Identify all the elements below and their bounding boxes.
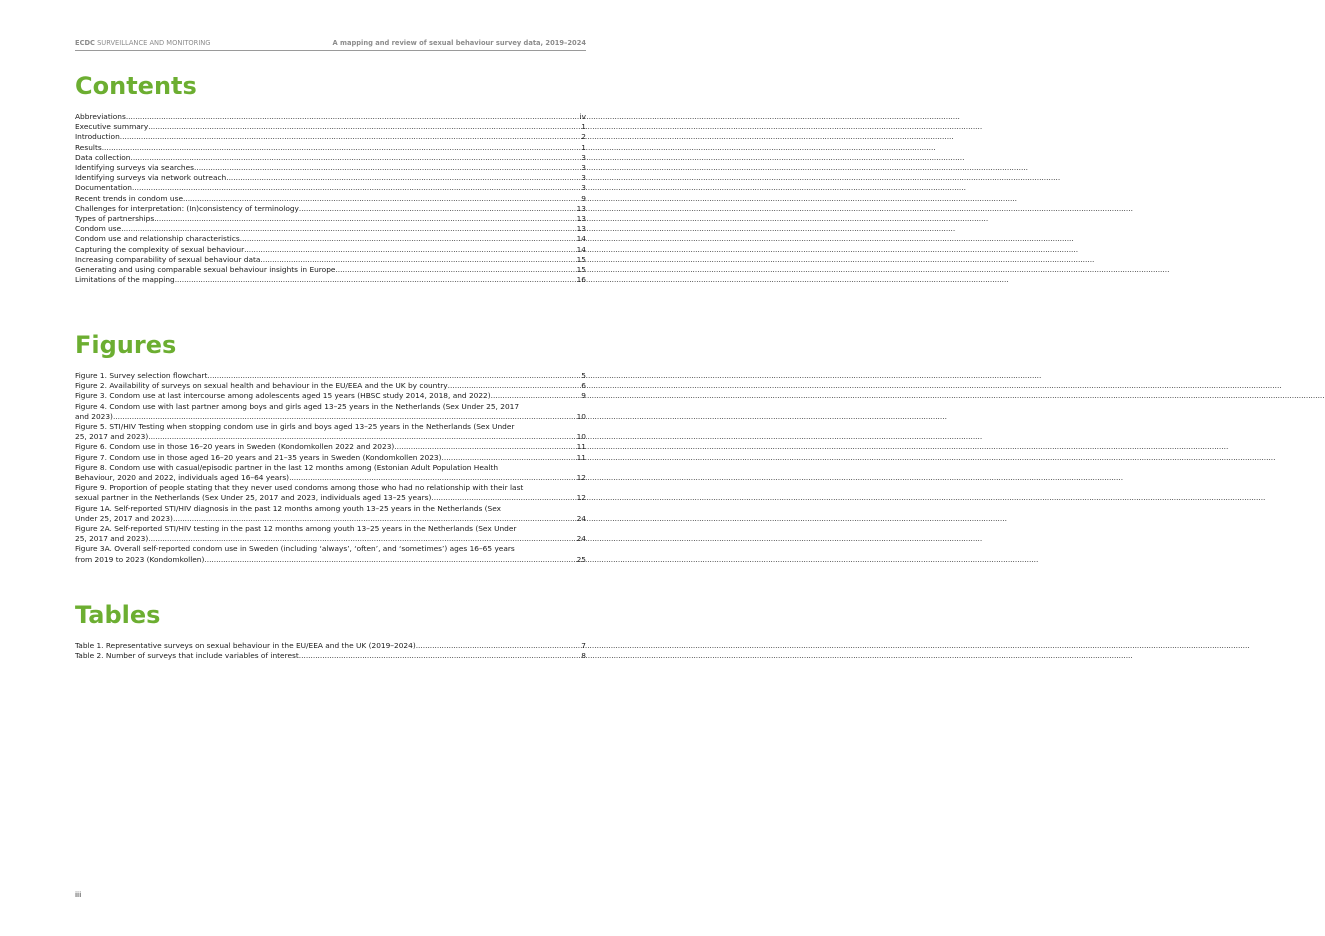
entry-title-line1: Figure 2A. Self-reported STI/HIV testing in the past 12 months among youth 13–25 years in the Netherlands (Sex Under	[75, 524, 517, 534]
entry-page-number: 1	[581, 142, 586, 152]
contents-entry[interactable]	[75, 143, 586, 153]
contents-entry[interactable]	[75, 224, 586, 234]
entry-page-number: 9	[581, 391, 586, 401]
dot-leader	[130, 153, 580, 163]
contents-entry[interactable]	[75, 234, 586, 244]
contents-heading: Contents	[75, 72, 197, 100]
entry-title-line1: Figure 3A. Overall self-reported condom use in Sweden (including ‘always’, ‘often’, and ‘sometimes’) ages 16–65 years	[75, 544, 515, 554]
dot-leader	[148, 432, 575, 442]
contents-entry[interactable]	[75, 183, 586, 193]
entry-page-number: 13	[576, 203, 586, 213]
entry-page-number: 25	[576, 554, 586, 564]
dot-leader	[132, 183, 580, 193]
contents-entry[interactable]	[75, 173, 586, 183]
entry-page-number: 1	[581, 122, 586, 132]
entry-title: from 2019 to 2023 (Kondomkollen)	[75, 554, 205, 564]
entry-title: 25, 2017 and 2023)	[75, 432, 149, 442]
entry-title: Table 2. Number of surveys that include variables of interest	[75, 651, 299, 661]
dot-leader	[126, 112, 579, 122]
entry-title: Limitations of the mapping	[75, 275, 175, 285]
entry-page-number: 13	[576, 214, 586, 224]
figure-entry[interactable]	[75, 422, 586, 442]
figure-entry[interactable]	[75, 371, 586, 381]
entry-title: Results	[75, 142, 102, 152]
contents-entry[interactable]	[75, 163, 586, 173]
entry-page-number: 16	[576, 275, 586, 285]
contents-entry[interactable]	[75, 112, 586, 122]
page-number: iii	[75, 890, 82, 899]
entry-page-number: 12	[576, 473, 586, 483]
entry-page-number: 24	[576, 534, 586, 544]
entry-title: 25, 2017 and 2023)	[75, 534, 149, 544]
entry-title-line1: Figure 9. Proportion of people stating that they never used condoms among those who had no relationship with their last	[75, 483, 524, 493]
contents-entry[interactable]	[75, 275, 586, 285]
contents-entry[interactable]	[75, 194, 586, 204]
dot-leader	[442, 453, 576, 463]
entry-title: and 2023)	[75, 411, 113, 421]
contents-list	[75, 112, 586, 285]
table-entry[interactable]	[75, 651, 586, 661]
entry-title-line2	[75, 493, 586, 503]
contents-entry[interactable]	[75, 255, 586, 265]
header-section: SURVEILLANCE AND MONITORING	[94, 39, 211, 47]
dot-leader	[226, 173, 580, 183]
entry-title: Identifying surveys via network outreach	[75, 173, 227, 183]
entry-page-number: 14	[576, 244, 586, 254]
entry-page-number: 3	[581, 163, 586, 173]
entry-title: Behaviour, 2020 and 2022, individuals aged 16–64 years)	[75, 473, 290, 483]
contents-entry[interactable]	[75, 153, 586, 163]
entry-title: Figure 6. Condom use in those 16–20 years in Sweden (Kondomkollen 2022 and 2023)	[75, 442, 395, 452]
entry-title: Table 1. Representative surveys on sexual behaviour in the EU/EEA and the UK (2019–2024)	[75, 641, 416, 650]
entry-title: Types of partnerships	[75, 214, 155, 224]
figure-entry[interactable]	[75, 381, 586, 391]
entry-page-number: 15	[576, 254, 586, 264]
entry-page-number: 5	[581, 371, 586, 380]
dot-leader	[207, 371, 580, 381]
entry-title: Figure 1. Survey selection flowchart	[75, 371, 208, 380]
dot-leader	[394, 442, 575, 452]
running-header	[75, 39, 586, 51]
tables-list	[75, 641, 586, 661]
entry-title-line1: Figure 1A. Self-reported STI/HIV diagnosis in the past 12 months among youth 13–25 years in the Netherlands (Sex	[75, 503, 502, 513]
entry-title-line1: Figure 4. Condom use with last partner among boys and girls aged 13–25 years in the Netherlands (Sex Under 25, 2017	[75, 401, 520, 411]
document-page	[0, 0, 662, 936]
header-document-title: A mapping and review of sexual behaviour survey data, 2019–2024	[332, 39, 586, 47]
entry-title: Increasing comparability of sexual behaviour data	[75, 254, 261, 264]
dot-leader	[120, 132, 581, 142]
entry-title-line2	[75, 555, 586, 565]
dot-leader	[289, 473, 576, 483]
entry-title-line2	[75, 534, 586, 544]
entry-page-number: iv	[579, 112, 586, 121]
figure-entry[interactable]	[75, 442, 586, 452]
dot-leader	[113, 412, 576, 422]
dot-leader	[148, 122, 580, 132]
entry-page-number: 3	[581, 152, 586, 162]
entry-page-number: 24	[576, 513, 586, 523]
entry-page-number: 10	[576, 432, 586, 442]
entry-title: sexual partner in the Netherlands (Sex Under 25, 2017 and 2023, individuals aged 13–25 years)	[75, 493, 432, 503]
figures-heading: Figures	[75, 331, 177, 359]
entry-title: Data collection	[75, 152, 131, 162]
figure-entry[interactable]	[75, 483, 586, 503]
entry-title: Figure 2. Availability of surveys on sexual health and behaviour in the EU/EEA and the UK by country	[75, 381, 448, 391]
entry-title-line2	[75, 432, 586, 442]
entry-title: Figure 3. Condom use at last intercourse among adolescents aged 15 years (HBSC study 2014, 2018, and 2022)	[75, 391, 491, 401]
figure-entry[interactable]	[75, 391, 586, 401]
entry-page-number: 14	[576, 234, 586, 244]
entry-title: Abbreviations	[75, 112, 126, 121]
dot-leader	[121, 224, 575, 234]
entry-page-number: 3	[581, 173, 586, 183]
dot-leader	[175, 275, 576, 285]
dot-leader	[335, 265, 575, 275]
contents-entry[interactable]	[75, 122, 586, 132]
dot-leader	[416, 641, 581, 651]
entry-page-number: 11	[576, 452, 586, 462]
header-left	[75, 39, 210, 48]
entry-title: Generating and using comparable sexual behaviour insights in Europe	[75, 265, 336, 275]
entry-title: Introduction	[75, 132, 120, 142]
figure-entry[interactable]	[75, 504, 586, 524]
contents-entry[interactable]	[75, 204, 586, 214]
dot-leader	[148, 534, 575, 544]
entry-title: Condom use and relationship characteristics	[75, 234, 240, 244]
entry-page-number: 15	[576, 265, 586, 275]
entry-page-number: 8	[581, 651, 586, 661]
entry-title-line1: Figure 5. STI/HIV Testing when stopping condom use in girls and boys aged 13–25 years in the Netherlands (Sex Under	[75, 422, 515, 432]
figure-entry[interactable]	[75, 544, 586, 564]
entry-title: Condom use	[75, 224, 122, 234]
entry-title: Executive summary	[75, 122, 149, 132]
entry-title-line1: Figure 8. Condom use with casual/episodic partner in the last 12 months among (Estonian Adult Population Health	[75, 462, 499, 472]
figure-entry[interactable]	[75, 453, 586, 463]
entry-title: Under 25, 2017 and 2023)	[75, 513, 173, 523]
dot-leader	[491, 391, 581, 401]
entry-title-line2	[75, 412, 586, 422]
dot-leader	[183, 194, 580, 204]
figure-entry[interactable]	[75, 463, 586, 483]
dot-leader	[102, 143, 581, 153]
entry-title: Challenges for interpretation: (In)consistency of terminology	[75, 203, 299, 213]
entry-page-number: 13	[576, 224, 586, 234]
dot-leader	[431, 493, 575, 503]
dot-leader	[299, 651, 581, 661]
entry-title-line2	[75, 514, 586, 524]
entry-page-number: 3	[581, 183, 586, 193]
dot-leader	[194, 163, 580, 173]
table-entry[interactable]	[75, 641, 586, 651]
entry-title: Identifying surveys via searches	[75, 163, 194, 173]
figure-entry[interactable]	[75, 402, 586, 422]
tables-heading: Tables	[75, 601, 161, 629]
entry-page-number: 2	[581, 132, 586, 142]
figures-list	[75, 371, 586, 565]
dot-leader	[173, 514, 576, 524]
entry-page-number: 6	[581, 381, 586, 391]
entry-title: Capturing the complexity of sexual behaviour	[75, 244, 245, 254]
entry-title: Figure 7. Condom use in those aged 16–20 years and 21–35 years in Sweden (Kondomkollen 2023)	[75, 452, 442, 462]
contents-entry[interactable]	[75, 265, 586, 275]
entry-page-number: 12	[576, 493, 586, 503]
contents-entry[interactable]	[75, 132, 586, 142]
entry-page-number: 7	[581, 641, 586, 650]
figure-entry[interactable]	[75, 524, 586, 544]
entry-page-number: 11	[576, 442, 586, 452]
dot-leader	[154, 214, 575, 224]
entry-title: Recent trends in condom use	[75, 193, 183, 203]
entry-page-number: 10	[576, 411, 586, 421]
dot-leader	[260, 255, 575, 265]
entry-title-line2	[75, 473, 586, 483]
dot-leader	[204, 555, 575, 565]
contents-entry[interactable]	[75, 245, 586, 255]
entry-title: Documentation	[75, 183, 132, 193]
contents-entry[interactable]	[75, 214, 586, 224]
entry-page-number: 9	[581, 193, 586, 203]
dot-leader	[448, 381, 581, 391]
dot-leader	[240, 234, 576, 244]
dot-leader	[299, 204, 576, 214]
header-org: ECDC	[75, 39, 95, 47]
dot-leader	[244, 245, 575, 255]
